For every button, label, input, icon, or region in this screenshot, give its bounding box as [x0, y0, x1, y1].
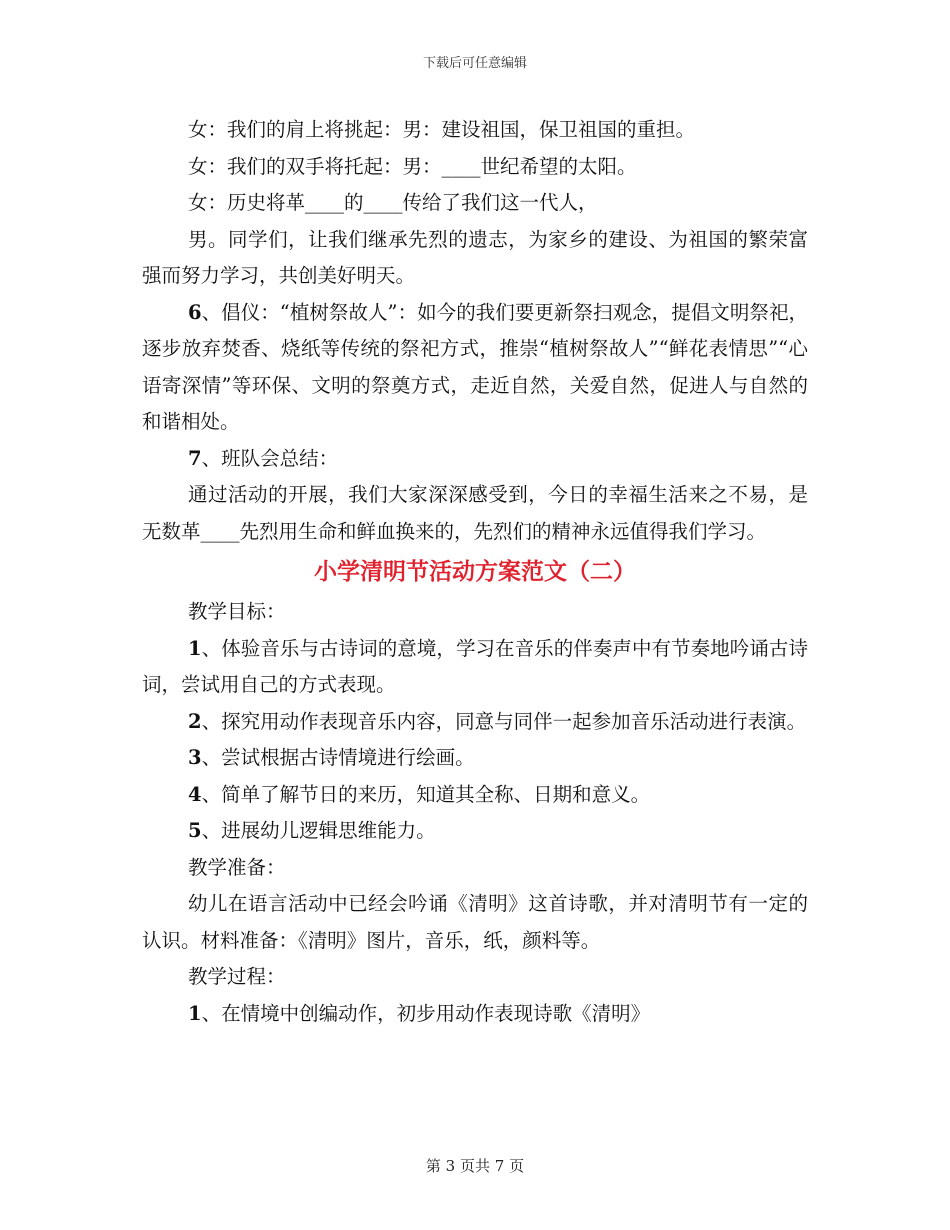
paragraph-item-6: 6、倡仪：“植树祭故人”：如今的我们要更新祭扫观念，提倡文明祭祀，逐步放弃焚香、烧纸等传统的祭祀方式，推崇“植树祭故人”“鲜花表情思”“心语寄深情”等环保、文明的祭奠方式，走近自然，关爱自然，促进人与自然的和谐相处。	[142, 300, 808, 433]
paragraph: 女：历史将革____的____传给了我们这一代人，	[188, 191, 598, 214]
item-number: 7	[188, 446, 202, 470]
paragraph: 教学目标：	[188, 600, 286, 623]
paragraph-item-1: 1、体验音乐与古诗词的意境，学习在音乐的伴奏声中有节奏地吟诵古诗词，尝试用自己的方式表现。	[142, 636, 808, 696]
paragraph: 教学过程：	[188, 965, 286, 988]
document-body	[142, 112, 808, 1032]
paragraph-item-7: 7、班队会总结：	[188, 446, 339, 470]
item-number: 5	[188, 819, 202, 842]
paragraph-item-1: 1、在情境中创编动作，初步用动作表现诗歌《清明》	[188, 1001, 651, 1025]
paragraph-item-3: 3、尝试根据古诗情境进行绘画。	[188, 746, 475, 769]
item-number: 4	[188, 782, 202, 806]
item-number: 1	[188, 1001, 202, 1025]
paragraph: 男。同学们，让我们继承先烈的遗志，为家乡的建设、为祖国的繁荣富强而努力学习，共创美好明天。	[142, 227, 808, 287]
paragraph-item-2: 2、探究用动作表现音乐内容，同意与同伴一起参加音乐活动进行表演。	[188, 709, 807, 733]
page-header: 下载后可任意编辑	[422, 56, 527, 71]
paragraph-item-5: 5、进展幼儿逻辑思维能力。	[188, 819, 436, 842]
paragraph: 女：我们的双手将托起：男：____世纪希望的太阳。	[188, 154, 637, 178]
paragraph: 通过活动的开展，我们大家深深感受到，今日的幸福生活来之不易，是无数革____先烈用生命和鲜血换来的，先烈们的精神永远值得我们学习。	[142, 483, 808, 543]
paragraph: 幼儿在语言活动中已经会吟诵《清明》这首诗歌，并对清明节有一定的认识。材料准备：《清明》图片，音乐，纸，颜料等。	[142, 892, 808, 952]
paragraph: 教学准备：	[188, 855, 286, 879]
paragraph: 女：我们的肩上将挑起：男：建设祖国，保卫祖国的重担。	[188, 118, 696, 141]
item-number: 3	[188, 746, 202, 769]
item-number: 6	[188, 300, 202, 324]
item-number: 1	[188, 636, 202, 660]
item-number: 2	[188, 709, 202, 733]
paragraph-item-4: 4、简单了解节日的来历，知道其全称、日期和意义。	[188, 782, 651, 806]
section-title: 小学清明节活动方案范文（二）	[314, 558, 636, 585]
page-footer: 第 3 页共 7 页	[425, 1157, 525, 1175]
